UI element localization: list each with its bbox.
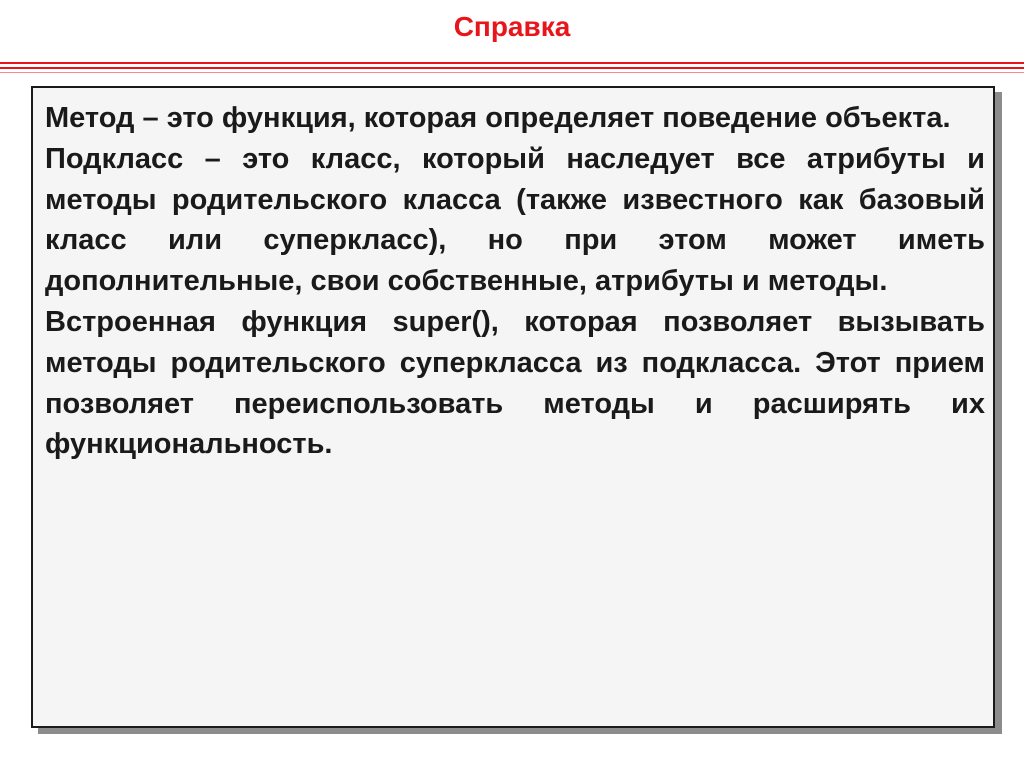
- title-rule-bottom: [0, 72, 1024, 73]
- content-text: [45, 98, 985, 465]
- slide-title: Справка: [453, 11, 571, 42]
- content-box: [31, 86, 995, 728]
- paragraph-method: Метод – это функция, которая определяет поведение объекта.: [45, 102, 951, 134]
- paragraph-super: Встроенная функция super(), которая позволяет вызывать методы родительского суперкласса из подкласса. Этот прием позволяет переиспользовать методы и расширять их функциональность.: [45, 305, 985, 461]
- title-rule-middle: [0, 67, 1024, 69]
- title-rule-top: [0, 62, 1024, 64]
- paragraph-subclass: Подкласс – это класс, который наследует все атрибуты и методы родительского класса (также известного как базовый класс или суперкласс), но при этом может иметь дополнительные, свои собственные, атрибуты и методы.: [45, 142, 985, 298]
